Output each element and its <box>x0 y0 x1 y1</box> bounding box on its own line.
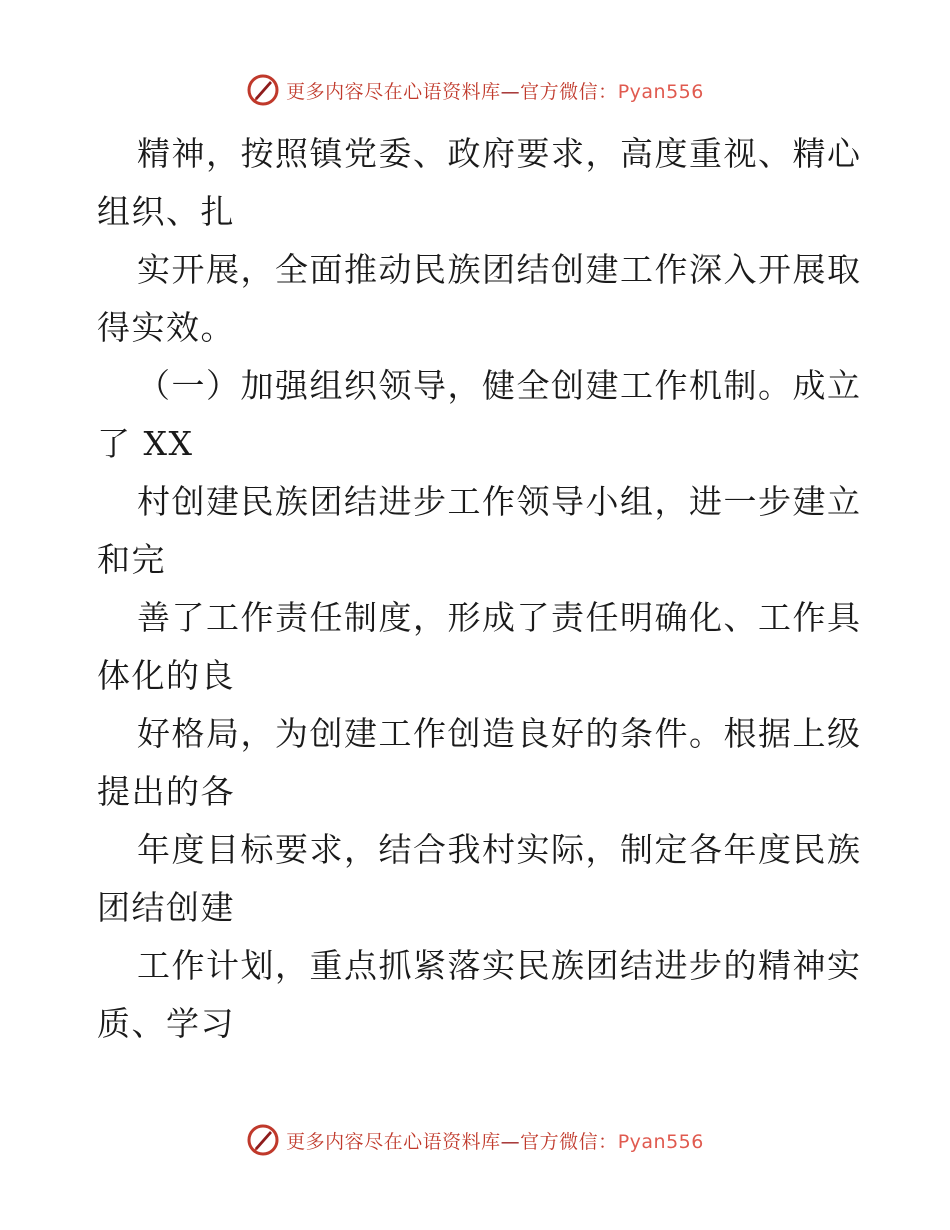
paragraph-line: 善了工作责任制度，形成了责任明确化、工作具 <box>137 598 862 637</box>
watermark-label: 官方微信： <box>520 80 618 103</box>
paragraph-line: 组织、扎 <box>97 192 235 231</box>
watermark-handle: Pyan556 <box>617 1130 704 1153</box>
watermark-sep: — <box>500 1130 521 1153</box>
document-body <box>97 125 862 1053</box>
paragraph-line: 工作计划，重点抓紧落实民族团结进步的精神实 <box>137 946 862 985</box>
paragraph-line: 村创建民族团结进步工作领导小组，进一步建立 <box>137 482 862 521</box>
paragraph-line: 和完 <box>97 540 166 579</box>
paragraph-line: 好格局，为创建工作创造良好的条件。根据上级 <box>137 714 862 753</box>
watermark-text <box>286 77 704 104</box>
paragraph-line: 实开展，全面推动民族团结创建工作深入开展取 <box>137 250 862 289</box>
footer-watermark-banner <box>0 1120 950 1160</box>
paragraph-line: 质、学习 <box>97 1004 235 1043</box>
watermark-sep: — <box>500 80 521 103</box>
paragraph-line: 精神，按照镇党委、政府要求，高度重视、精心 <box>137 134 862 173</box>
watermark-main: 更多内容尽在心语资料库 <box>286 80 501 103</box>
paragraph-line: 提出的各 <box>97 772 235 811</box>
paragraph-line: 体化的良 <box>97 656 235 695</box>
quill-pen-logo-icon <box>246 73 280 107</box>
watermark-main: 更多内容尽在心语资料库 <box>286 1130 501 1153</box>
paragraph-line: 得实效。 <box>97 308 235 347</box>
watermark-label: 官方微信： <box>520 1130 618 1153</box>
watermark-handle: Pyan556 <box>617 80 704 103</box>
quill-pen-logo-icon <box>246 1123 280 1157</box>
paragraph-line: 了 XX <box>97 424 194 463</box>
paragraph-line: 年度目标要求，结合我村实际，制定各年度民族 <box>137 830 862 869</box>
paragraph-line: 团结创建 <box>97 888 235 927</box>
header-watermark-banner <box>0 70 950 110</box>
watermark-text <box>286 1127 704 1154</box>
paragraph-line: （一）加强组织领导，健全创建工作机制。成立 <box>137 366 862 405</box>
